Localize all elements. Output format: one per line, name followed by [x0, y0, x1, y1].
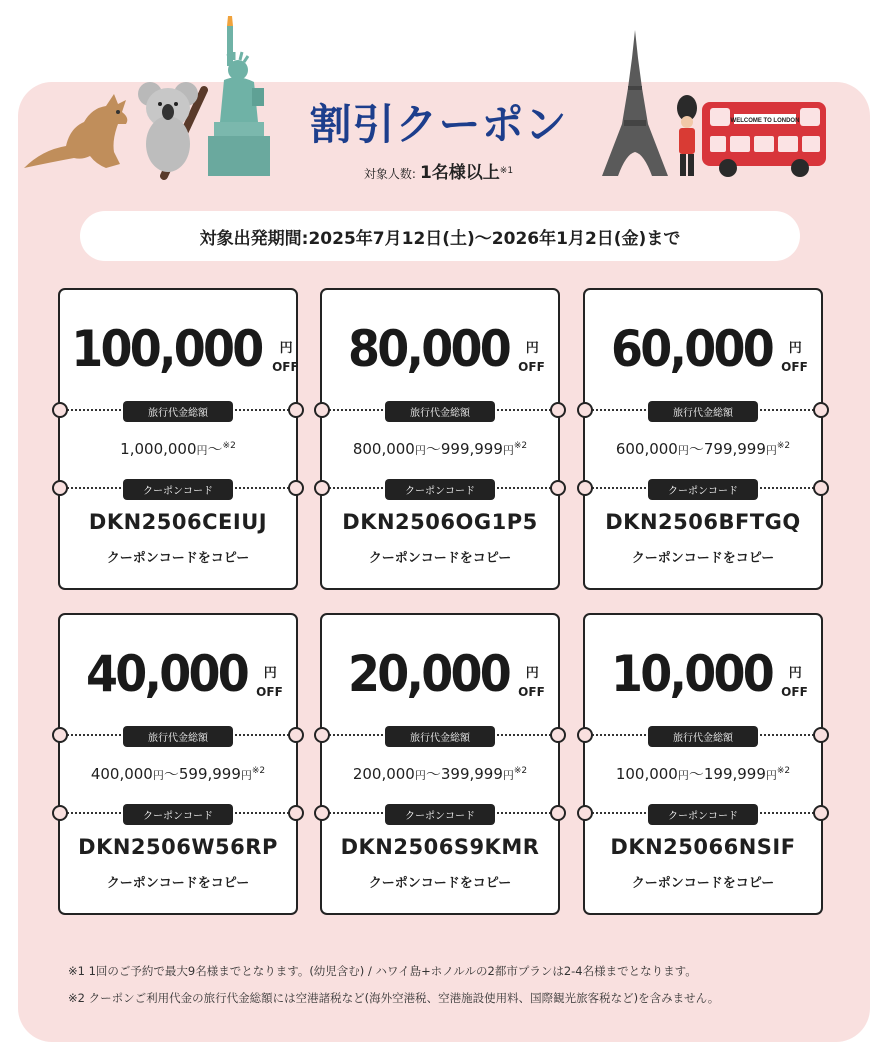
range-max: 999,999 [440, 440, 503, 458]
range-min-unit: 円 [152, 769, 164, 782]
coupon-code-label: クーポンコード [648, 804, 758, 825]
range-min-unit: 円 [414, 769, 426, 782]
notch [813, 402, 829, 418]
price-range [322, 763, 558, 784]
notch [577, 402, 593, 418]
coupon-card [583, 288, 823, 590]
notch [52, 727, 68, 743]
off-label: OFF [781, 685, 808, 699]
price-range [322, 438, 558, 459]
coupon-code-label: クーポンコード [648, 479, 758, 500]
range-min: 200,000 [352, 765, 415, 783]
coupon-card [320, 613, 560, 915]
copy-coupon-code-button[interactable]: クーポンコードをコピー [631, 876, 775, 891]
notch [550, 727, 566, 743]
coupon-card [320, 288, 560, 590]
range-max-unit: 円 [240, 769, 252, 782]
range-max: 199,999 [703, 765, 766, 783]
copy-coupon-code-button[interactable]: クーポンコードをコピー [368, 876, 512, 891]
coupon-card [58, 288, 298, 590]
range-max-unit: 円 [502, 444, 514, 457]
coupon-code: DKN2506W56RP [78, 835, 278, 859]
notch [52, 805, 68, 821]
notch [288, 402, 304, 418]
range-note: ※2 [776, 441, 791, 451]
bus-sign-text: WELCOME TO LONDON [730, 118, 800, 124]
notch [813, 727, 829, 743]
total-price-label: 旅行代金総額 [648, 726, 758, 747]
notch [314, 480, 330, 496]
notch [288, 805, 304, 821]
yen-unit: 円 [788, 666, 802, 681]
yen-unit: 円 [788, 341, 802, 356]
coupon-code: DKN2506BFTGQ [605, 510, 801, 534]
total-price-label: 旅行代金総額 [648, 401, 758, 422]
discount-amount-row [60, 320, 299, 378]
yen-unit: 円 [279, 341, 293, 356]
off-label: OFF [518, 685, 545, 699]
range-max: 799,999 [703, 440, 766, 458]
coupon-code: DKN2506OG1P5 [342, 510, 538, 534]
yen-unit: 円 [525, 666, 539, 681]
off-label: OFF [781, 360, 808, 374]
range-min: 800,000 [352, 440, 415, 458]
coupon-code: DKN25066NSIF [610, 835, 796, 859]
discount-unit [256, 666, 283, 699]
total-price-label: 旅行代金総額 [385, 726, 495, 747]
range-separator: 〜 [688, 765, 704, 783]
range-note: ※2 [513, 441, 528, 451]
coupon-card [58, 613, 298, 915]
price-range [60, 763, 296, 784]
discount-amount-row [585, 320, 821, 378]
page-title: 割引クーポン [309, 100, 568, 149]
range-max-unit: 円 [765, 769, 777, 782]
footnotes [68, 958, 858, 1012]
target-label: 対象人数: [363, 167, 416, 181]
copy-coupon-code-button[interactable]: クーポンコードをコピー [368, 551, 512, 566]
yen-unit: 円 [525, 341, 539, 356]
discount-amount-row [322, 645, 558, 703]
range-min: 1,000,000 [120, 440, 197, 458]
notch [314, 805, 330, 821]
range-min: 100,000 [615, 765, 678, 783]
discount-unit [781, 666, 808, 699]
discount-amount: 40,000 [86, 645, 248, 703]
range-note: ※2 [251, 766, 266, 776]
target-note: ※1 [499, 166, 514, 176]
footnote-2: ※2 クーポンご利用代金の旅行代金総額には空港諸税など(海外空港税、空港施設使用料、国際観光旅客税など)を含みません。 [68, 991, 720, 1005]
range-min: 600,000 [615, 440, 678, 458]
coupon-code: DKN2506CEIUJ [88, 510, 268, 534]
notch [314, 727, 330, 743]
total-price-label: 旅行代金総額 [123, 401, 233, 422]
range-separator: 〜 [207, 440, 223, 458]
discount-unit [272, 341, 299, 374]
notch [550, 480, 566, 496]
range-separator: 〜 [425, 440, 441, 458]
price-range [60, 438, 296, 459]
range-min-unit: 円 [677, 444, 689, 457]
footnote-1: ※1 1回のご予約で最大9名様までとなります。(幼児含む) / ハワイ島+ホノルルの2都市プランは2-4名様までとなります。 [68, 964, 697, 978]
total-price-label: 旅行代金総額 [123, 726, 233, 747]
range-min: 400,000 [90, 765, 153, 783]
range-separator: 〜 [688, 440, 704, 458]
coupon-card [583, 613, 823, 915]
range-note: ※2 [513, 766, 528, 776]
notch [813, 805, 829, 821]
off-label: OFF [272, 360, 299, 374]
off-label: OFF [256, 685, 283, 699]
range-max: 399,999 [440, 765, 503, 783]
range-max-unit: 円 [502, 769, 514, 782]
notch [314, 402, 330, 418]
coupon-code-label: クーポンコード [123, 479, 233, 500]
discount-amount: 60,000 [611, 320, 773, 378]
notch [288, 480, 304, 496]
total-price-label: 旅行代金総額 [385, 401, 495, 422]
notch [577, 727, 593, 743]
copy-coupon-code-button[interactable]: クーポンコードをコピー [631, 551, 775, 566]
notch [288, 727, 304, 743]
price-range [585, 438, 821, 459]
discount-unit [781, 341, 808, 374]
range-min-unit: 円 [677, 769, 689, 782]
coupon-code-label: クーポンコード [123, 804, 233, 825]
range-separator: 〜 [163, 765, 179, 783]
notch [577, 480, 593, 496]
target-persons [0, 158, 877, 183]
yen-unit: 円 [263, 666, 277, 681]
discount-amount: 10,000 [611, 645, 773, 703]
range-min-unit: 円 [414, 444, 426, 457]
range-note: ※2 [222, 441, 236, 451]
price-range [585, 763, 821, 784]
notch [577, 805, 593, 821]
notch [813, 480, 829, 496]
discount-amount: 20,000 [348, 645, 510, 703]
copy-coupon-code-button[interactable]: クーポンコードをコピー [106, 876, 250, 891]
coupon-code-label: クーポンコード [385, 804, 495, 825]
coupon-code: DKN2506S9KMR [340, 835, 540, 859]
discount-amount: 80,000 [348, 320, 510, 378]
notch [52, 480, 68, 496]
range-separator: 〜 [425, 765, 441, 783]
range-note: ※2 [776, 766, 791, 776]
target-value: 1名様以上 [419, 163, 500, 183]
discount-amount: 100,000 [71, 320, 262, 378]
range-max: 599,999 [178, 765, 241, 783]
departure-period: 対象出発期間:2025年7月12日(土)〜2026年1月2日(金)まで [80, 211, 800, 261]
discount-unit [518, 666, 545, 699]
discount-amount-row [585, 645, 821, 703]
copy-coupon-code-button[interactable]: クーポンコードをコピー [106, 551, 250, 566]
notch [52, 402, 68, 418]
discount-amount-row [322, 320, 558, 378]
discount-unit [518, 341, 545, 374]
off-label: OFF [518, 360, 545, 374]
range-min-unit: 円 [196, 444, 208, 457]
coupon-code-label: クーポンコード [385, 479, 495, 500]
discount-amount-row [60, 645, 296, 703]
range-max-unit: 円 [765, 444, 777, 457]
notch [550, 402, 566, 418]
notch [550, 805, 566, 821]
